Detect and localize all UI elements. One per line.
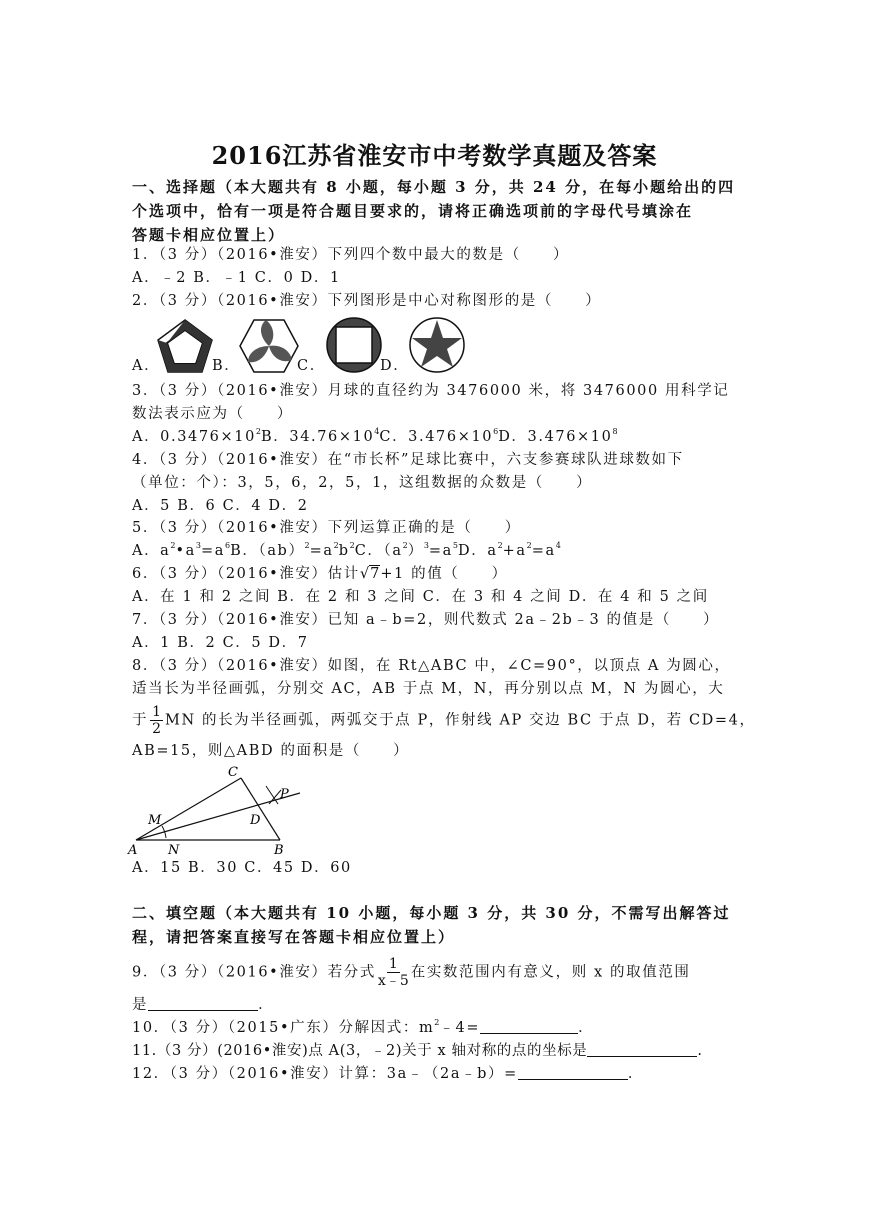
- label-p: P: [280, 787, 289, 802]
- page-title: 2016江苏省淮安市中考数学真题及答案: [211, 141, 658, 170]
- label-b: B: [274, 843, 284, 858]
- fraction-one-half: $\frac{1}{2}$: [152, 704, 162, 737]
- circle-square-figure: [325, 316, 383, 374]
- q5-options: A．$a^2•a^3=a^6B$．$(ab)^2=a^2b^2C$．$(a^2)^3=a^5D$．$a^2+a^2=a^4$: [132, 541, 561, 559]
- q9-line2: 是 ．: [132, 997, 275, 1013]
- q2-label-a: A．: [132, 358, 161, 374]
- circle-star-figure: [408, 316, 466, 374]
- fraction-1-over-x-minus-5: $\frac{1}{x﹣5}$: [377, 956, 409, 989]
- q3-options: A．$0.3476\times 10^2B$．$34.76\times 10^4C$．$3.476\times 10^6D$．$3.476\times 10^8$: [132, 427, 618, 445]
- label-a: A: [128, 843, 138, 858]
- q8-stem-line3: 于 $\frac{1}{2}$ MN 的长为半径画弧，两弧交于点 P，作射线 AP 交边 BC 于点 D，若 CD=4，: [132, 704, 756, 737]
- label-c: C: [228, 765, 238, 780]
- q6-stem: 6．（3 分）（2016•淮安）估计√7+1 的值（ ）: [132, 566, 508, 582]
- q8-stem-line1: 8．（3 分）（2016•淮安）如图，在 Rt△ABC 中，∠C=90°，以顶点 A 为圆心，: [132, 658, 731, 674]
- sqrt-sign: √7: [359, 566, 380, 582]
- q11-answer-blank[interactable]: [587, 1042, 697, 1057]
- q12-stem: 12．（3 分）（2016•淮安）计算：3a﹣（2a﹣b）= ．: [132, 1066, 645, 1082]
- q1-options: A．﹣2 B．﹣1 C．0 D．1: [132, 270, 341, 286]
- q6-options: A．在 1 和 2 之间 B．在 2 和 3 之间 C．在 3 和 4 之间 D．在 4 和 5 之间: [132, 589, 709, 605]
- label-m: M: [148, 813, 162, 828]
- q5-stem: 5．（3 分）（2016•淮安）下列运算正确的是（ ）: [132, 520, 521, 536]
- pentagon-figure: [155, 318, 215, 374]
- q2-label-d: D．: [380, 358, 410, 374]
- q3-option-d: D．3.476×10: [498, 429, 613, 445]
- q4-stem-line1: 4．（3 分）（2016•淮安）在“市长杯”足球比赛中，六支参赛球队进球数如下: [132, 452, 684, 468]
- q2-label-b: B．: [212, 358, 241, 374]
- section2-heading-line2: 程，请把答案直接写在答题卡相应位置上）: [132, 928, 456, 946]
- triangle-figure: [128, 760, 318, 856]
- q10-answer-blank[interactable]: [480, 1019, 578, 1034]
- q7-options: A．1 B．2 C．5 D．7: [132, 635, 309, 651]
- section1-heading-line1: 一、选择题（本大题共有 8 小题，每小题 3 分，共 24 分，在每小题给出的四: [132, 178, 736, 196]
- q4-stem-line2: （单位：个）：3，5，6，2，5，1，这组数据的众数是（ ）: [132, 475, 593, 491]
- q3-option-b: B．34.76×10: [261, 429, 375, 445]
- section2-heading-line1: 二、填空题（本大题共有 10 小题，每小题 3 分，共 30 分，不需写出解答过: [132, 904, 731, 922]
- q10-stem: 10．（3 分）（2015•广东）分解因式：$m^2﹣4=$ ．: [132, 1018, 595, 1036]
- label-n: N: [168, 843, 180, 858]
- section1-heading-line3: 答题卡相应位置上）: [132, 226, 286, 244]
- q11-stem: 11.（3 分）(2016•淮安)点 A(3，﹣2)关于 x 轴对称的点的坐标是 .: [132, 1043, 703, 1059]
- q3-stem-line1: 3．（3 分）（2016•淮安）月球的直径约为 3476000 米，将 3476000 用科学记: [132, 383, 730, 399]
- section1-heading-line2: 个选项中，恰有一项是符合题目要求的，请将正确选项前的字母代号填涂在: [132, 202, 694, 220]
- hexagon-leaf-figure: [238, 318, 300, 374]
- q8-options: A．15 B．30 C．45 D．60: [132, 860, 352, 876]
- q9-stem: 9．（3 分）（2016•淮安）若分式 $\frac{1}{x﹣5}$ 在实数范围内有意义，则 x 的取值范围: [132, 956, 691, 989]
- q4-options: A．5 B．6 C．4 D．2: [132, 498, 309, 514]
- q7-stem: 7．（3 分）（2016•淮安）已知 a﹣b=2，则代数式 2a﹣2b﹣3 的值是（ ）: [132, 612, 720, 628]
- q9-answer-blank[interactable]: [148, 996, 258, 1011]
- q2-label-c: C．: [297, 358, 326, 374]
- q8-stem-line2: 适当长为半径画弧，分别交 AC，AB 于点 M，N，再分别以点 M，N 为圆心，大: [132, 681, 725, 697]
- q3-option-a: A．0.3476×10: [132, 429, 256, 445]
- label-d: D: [250, 813, 261, 828]
- q8-stem-line4: AB=15，则△ABD 的面积是（ ）: [132, 743, 410, 759]
- q12-answer-blank[interactable]: [518, 1065, 628, 1080]
- q1-stem: 1．（3 分）（2016•淮安）下列四个数中最大的数是（ ）: [132, 247, 570, 263]
- q2-stem: 2．（3 分）（2016•淮安）下列图形是中心对称图形的是（ ）: [132, 293, 602, 309]
- q3-option-c: C．3.476×10: [379, 429, 494, 445]
- q3-stem-line2: 数法表示应为（ ）: [132, 406, 293, 422]
